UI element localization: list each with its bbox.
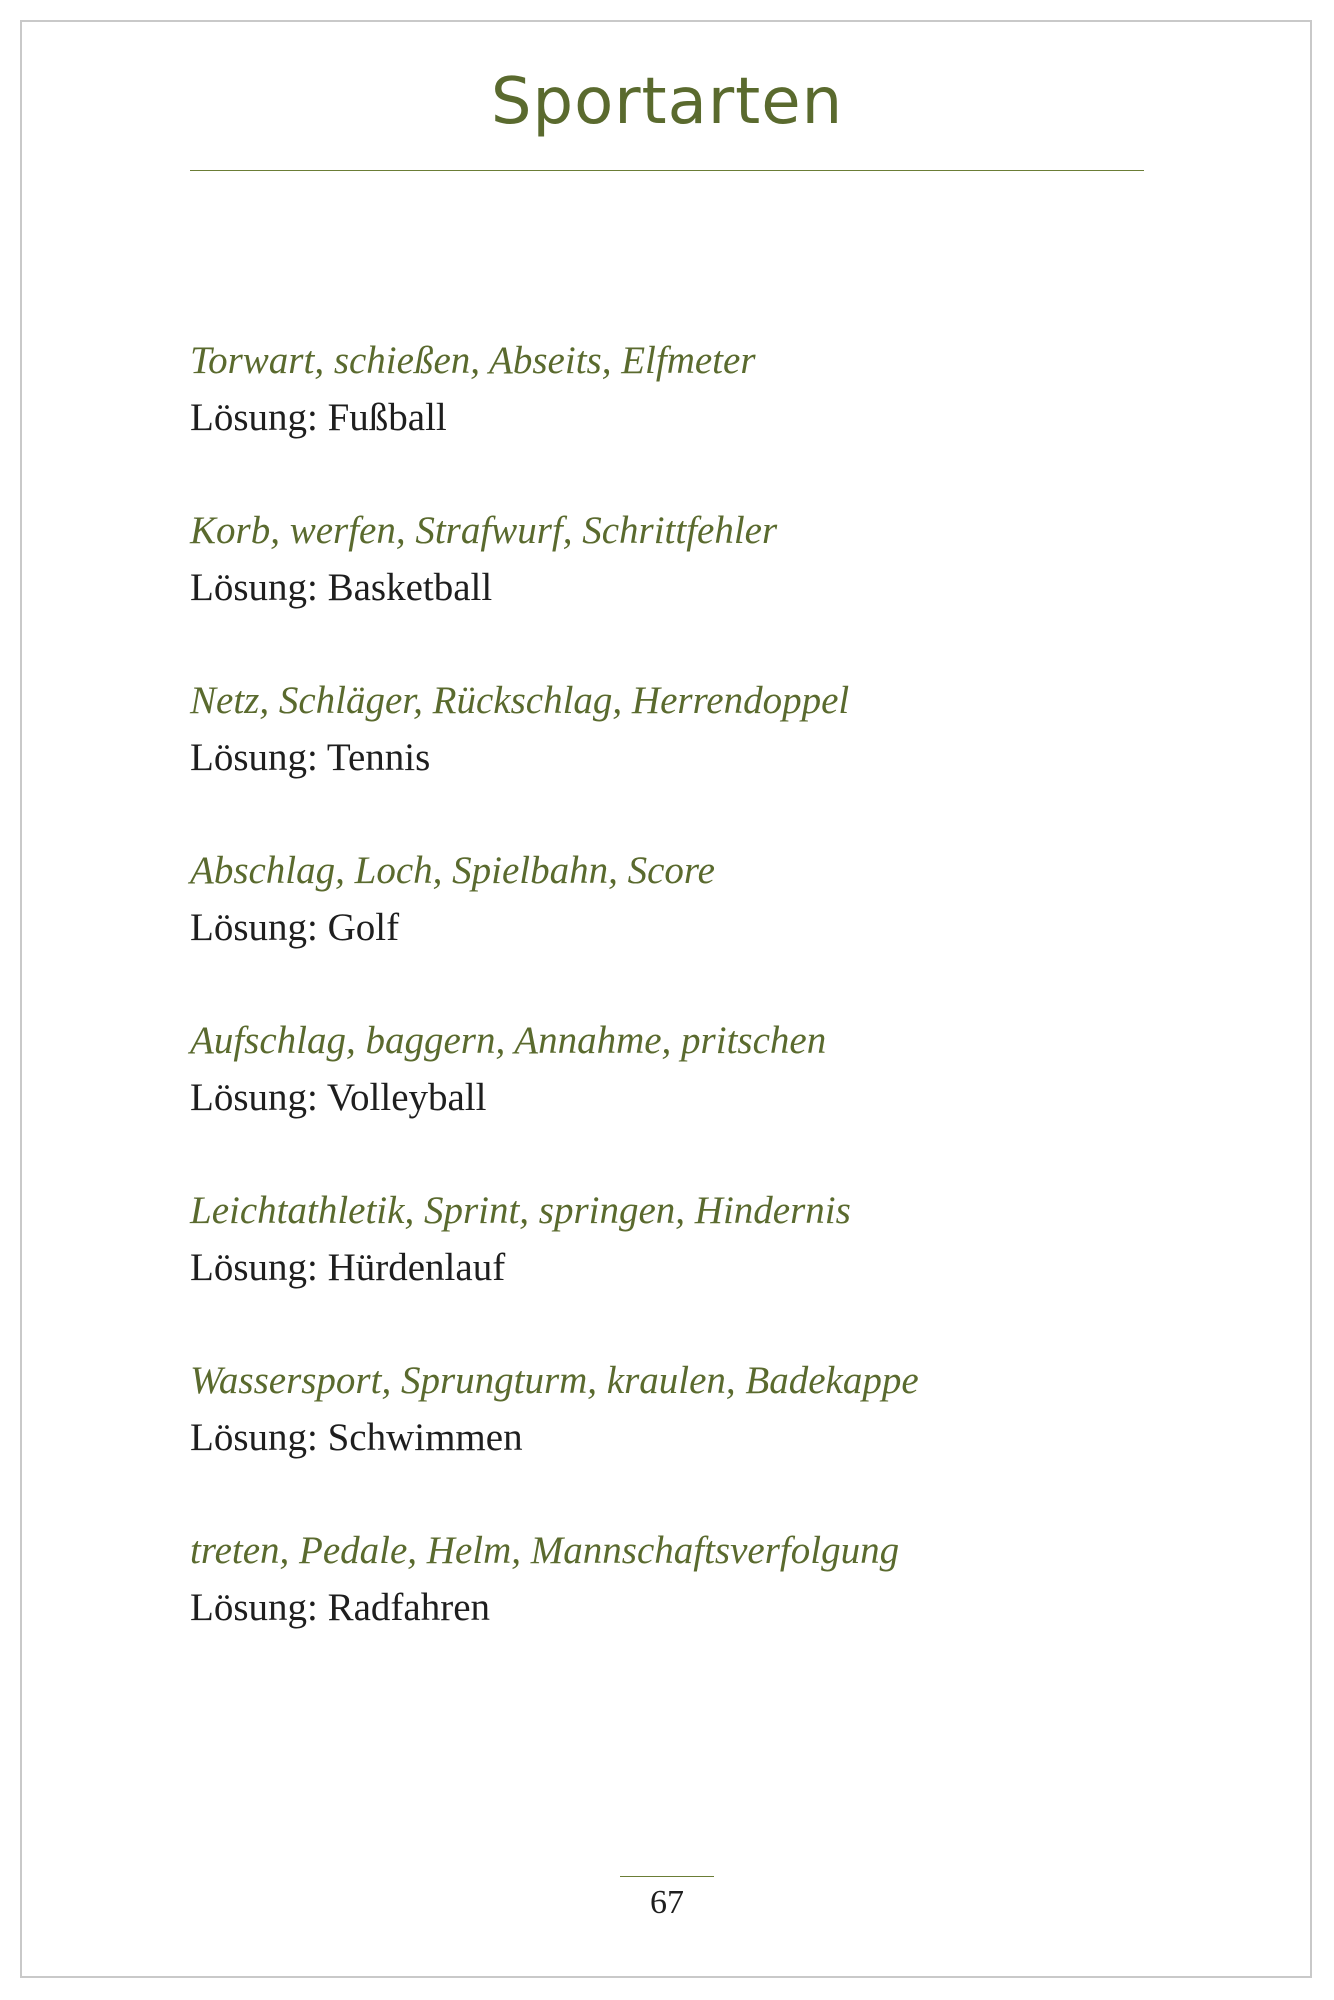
page-title: Sportarten (490, 65, 844, 139)
riddle-clue: Torwart, schießen, Abseits, Elfmeter (190, 339, 756, 382)
riddle-answer: Lösung: Golf (190, 906, 400, 949)
riddle-clue: Wassersport, Sprungturm, kraulen, Badekappe (190, 1359, 919, 1402)
riddle-answer: Lösung: Hürdenlauf (190, 1246, 506, 1289)
riddle-answer: Lösung: Tennis (190, 736, 431, 779)
title-divider (190, 170, 1144, 171)
list-item (190, 1352, 1150, 1466)
riddle-answer: Lösung: Basketball (190, 566, 493, 609)
riddle-answer: Lösung: Schwimmen (190, 1416, 523, 1459)
page-number: 67 (650, 1884, 684, 1921)
list-item (190, 1182, 1150, 1296)
riddle-answer: Lösung: Radfahren (190, 1586, 491, 1629)
list-item (190, 842, 1150, 956)
list-item (190, 672, 1150, 786)
riddle-clue: Abschlag, Loch, Spielbahn, Score (190, 849, 715, 892)
list-item (190, 1522, 1150, 1636)
riddle-answer: Lösung: Fußball (190, 396, 447, 439)
riddle-list (190, 332, 1150, 1692)
page-number-divider (620, 1876, 714, 1877)
list-item (190, 1012, 1150, 1126)
list-item (190, 332, 1150, 446)
riddle-clue: treten, Pedale, Helm, Mannschaftsverfolgung (190, 1529, 900, 1572)
riddle-clue: Netz, Schläger, Rückschlag, Herrendoppel (190, 679, 850, 722)
riddle-clue: Leichtathletik, Sprint, springen, Hindernis (190, 1189, 851, 1232)
riddle-clue: Aufschlag, baggern, Annahme, pritschen (190, 1019, 827, 1062)
list-item (190, 502, 1150, 616)
riddle-clue: Korb, werfen, Strafwurf, Schrittfehler (190, 509, 778, 552)
riddle-answer: Lösung: Volleyball (190, 1076, 487, 1119)
